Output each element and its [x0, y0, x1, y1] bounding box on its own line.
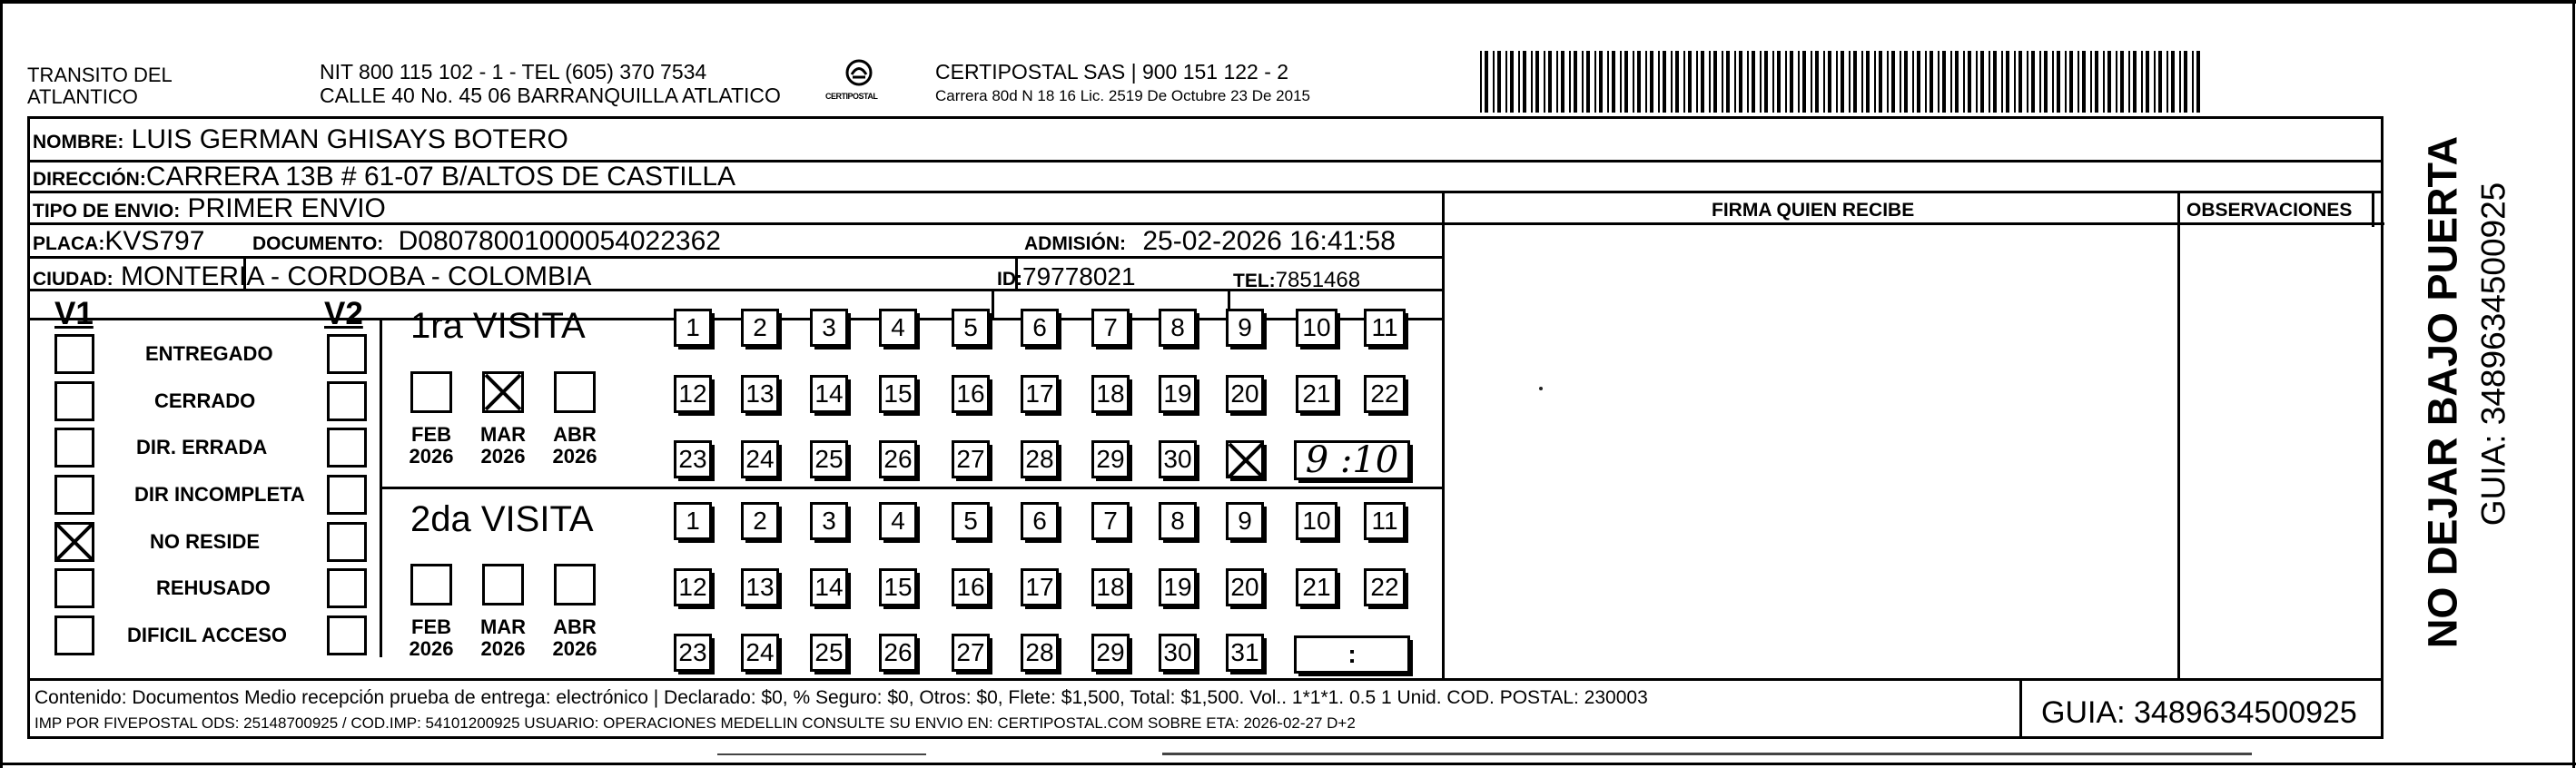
barcode-bar — [1772, 51, 1774, 113]
firma-header: FIRMA QUIEN RECIBE — [1712, 200, 1915, 221]
tipo-envio-value: PRIMER ENVIO — [187, 193, 386, 223]
visit1-month-name: ABR — [553, 423, 597, 446]
barcode-bar — [1747, 51, 1749, 113]
no-dejar-bajo-puerta: NO DEJAR BAJO PUERTA — [2419, 135, 2466, 649]
visit2-day-box[interactable]: 20 — [1226, 568, 1264, 606]
visit2-day-box[interactable]: 4 — [879, 502, 917, 540]
status-label: ENTREGADO — [145, 342, 273, 365]
courier-company: CERTIPOSTAL SAS | 900 151 122 - 2 — [935, 60, 1289, 84]
barcode-bar — [1505, 51, 1507, 113]
barcode-bar — [1485, 51, 1488, 113]
barcode-bar — [2179, 51, 2181, 113]
visit2-month-checkbox[interactable] — [410, 564, 452, 606]
barcode-bar — [1828, 51, 1831, 113]
v2-checkbox[interactable] — [327, 475, 367, 515]
barcode-bar — [1879, 51, 1882, 113]
barcode-bar — [1849, 51, 1851, 113]
visit1-day-box[interactable]: 4 — [879, 309, 917, 347]
visit1-day-box[interactable]: 17 — [1021, 375, 1059, 413]
barcode-bar — [2052, 51, 2054, 113]
barcode-bar — [2027, 51, 2028, 113]
visit1-day-box[interactable]: 16 — [952, 375, 990, 413]
visit1-day-box[interactable]: 13 — [741, 375, 779, 413]
v2-checkbox[interactable] — [327, 615, 367, 655]
bottom-dash-right — [1162, 753, 2252, 755]
barcode-bar — [1989, 51, 1990, 113]
status-label: NO RESIDE — [150, 530, 261, 553]
visit2-day-box[interactable]: 9 — [1226, 502, 1264, 540]
visit1-day-box[interactable]: 3 — [810, 309, 848, 347]
sender-name-line2: ATLANTICO — [27, 85, 138, 108]
visit2-day-box[interactable]: 18 — [1091, 568, 1130, 606]
barcode-bar — [1811, 51, 1812, 113]
v2-checkbox[interactable] — [327, 381, 367, 421]
visit2-day-box[interactable]: 15 — [879, 568, 917, 606]
nombre-value: LUIS GERMAN GHISAYS BOTERO — [131, 124, 568, 154]
barcode-bar — [1574, 51, 1577, 113]
barcode-bar — [2166, 51, 2168, 113]
placa-label: PLACA: — [33, 233, 105, 254]
visit1-month-name: FEB — [411, 423, 451, 446]
documento-row — [252, 228, 721, 255]
barcode-bar — [1709, 51, 1711, 113]
sender-name-line1: TRANSITO DEL — [27, 64, 173, 86]
barcode-bar — [1930, 51, 1933, 113]
barcode-bar — [2065, 51, 2067, 113]
barcode-bar — [1658, 51, 1660, 113]
visit1-month-label — [471, 424, 535, 468]
id-label: ID: — [997, 269, 1022, 290]
visit1-day-box[interactable]: 8 — [1159, 309, 1197, 347]
v2-checkbox[interactable] — [327, 522, 367, 562]
barcode-bar — [1645, 51, 1647, 113]
barcode-bar — [2069, 51, 2073, 113]
barcode-bar — [1633, 51, 1634, 113]
barcode-bar — [1637, 51, 1641, 113]
visit2-day-box[interactable]: 10 — [1296, 502, 1337, 540]
barcode-bar — [1942, 51, 1946, 113]
visit2-month-label — [400, 616, 463, 660]
visit2-day-box[interactable]: 19 — [1159, 568, 1197, 606]
v2-checkbox[interactable] — [327, 334, 367, 374]
barcode-bar — [1993, 51, 1997, 113]
certipostal-logo-text: CERTIPOSTAL — [825, 92, 878, 101]
nombre-label: NOMBRE: — [33, 132, 124, 153]
barcode-bar — [1531, 51, 1533, 113]
barcode-bar — [2031, 51, 2035, 113]
visit1-month-checkbox[interactable] — [554, 371, 596, 413]
barcode-bar — [1726, 51, 1730, 113]
visit2-month-checkbox[interactable] — [482, 564, 524, 606]
status-label: DIR. ERRADA — [136, 436, 268, 458]
visit1-day-box[interactable]: 20 — [1226, 375, 1264, 413]
visit2-day-box[interactable]: 5 — [952, 502, 990, 540]
id-value: 79778021 — [1022, 262, 1136, 290]
barcode-bar — [1798, 51, 1800, 113]
visit1-day-box[interactable]: 12 — [674, 375, 712, 413]
barcode-bar — [1535, 51, 1539, 113]
admision-value: 25-02-2026 16:41:58 — [1142, 226, 1396, 256]
tipo-envio-label: TIPO DE ENVIO: — [33, 201, 181, 222]
barcode-bar — [1701, 51, 1704, 113]
v2-checkbox[interactable] — [327, 568, 367, 608]
visit2-day-box[interactable]: 1 — [674, 502, 712, 540]
visit2-day-box[interactable]: 16 — [952, 568, 990, 606]
barcode-bar — [1663, 51, 1666, 113]
barcode-bar — [2001, 51, 2003, 113]
barcode-bar — [2107, 51, 2111, 113]
barcode — [1480, 51, 2206, 113]
barcode-bar — [1976, 51, 1978, 113]
barcode-bar — [1544, 51, 1545, 113]
barcode-bar — [1620, 51, 1622, 113]
courier-license: Carrera 80d N 18 16 Lic. 2519 De Octubre 23 De 2015 — [935, 87, 1310, 104]
visit1-day-box[interactable]: 28 — [1021, 440, 1059, 478]
barcode-bar — [1713, 51, 1717, 113]
visit1-day-check-x-icon — [1228, 442, 1264, 478]
barcode-bar — [1861, 51, 1863, 113]
barcode-bar — [1586, 51, 1590, 113]
sender-address: CALLE 40 No. 45 06 BARRANQUILLA ATLATICO — [320, 84, 781, 107]
barcode-bar — [2196, 51, 2200, 113]
barcode-bar — [2184, 51, 2187, 113]
visit1-day-box[interactable]: 26 — [879, 440, 917, 478]
barcode-bar — [2128, 51, 2130, 113]
visit1-month-name: MAR — [479, 423, 527, 446]
visit1-month-check-x-icon — [484, 373, 522, 411]
barcode-bar — [2095, 51, 2098, 113]
barcode-bar — [1594, 51, 1596, 113]
barcode-bar — [1900, 51, 1901, 113]
status-label: CERRADO — [154, 389, 256, 412]
barcode-bar — [1480, 51, 1482, 113]
visit2-month-name: FEB — [411, 615, 451, 638]
barcode-bar — [1912, 51, 1914, 113]
barcode-bar — [1802, 51, 1806, 113]
barcode-bar — [1841, 51, 1844, 113]
visit1-day-box[interactable]: 23 — [674, 440, 712, 478]
barcode-bar — [1874, 51, 1876, 113]
barcode-bar — [1607, 51, 1609, 113]
visit2-day-box[interactable]: 29 — [1091, 634, 1130, 672]
barcode-bar — [1891, 51, 1895, 113]
barcode-bar — [1963, 51, 1965, 113]
visit1-day-box[interactable]: 5 — [952, 309, 990, 347]
barcode-bar — [1823, 51, 1825, 113]
visit2-day-box[interactable]: 13 — [741, 568, 779, 606]
visit2-day-box[interactable]: 3 — [810, 502, 848, 540]
id-row — [997, 263, 1136, 290]
barcode-bar — [1561, 51, 1564, 113]
visit2-month-year: 2026 — [552, 637, 597, 661]
visit2-day-box[interactable]: 6 — [1021, 502, 1059, 540]
barcode-bar — [2116, 51, 2117, 113]
barcode-bar — [1917, 51, 1920, 113]
visit1-month-year: 2026 — [480, 445, 526, 468]
visit2-day-box[interactable]: 28 — [1021, 634, 1059, 672]
status-label: DIFICIL ACCESO — [127, 624, 288, 646]
visit2-day-box[interactable]: 23 — [674, 634, 712, 672]
barcode-bar — [2120, 51, 2124, 113]
barcode-bar — [2192, 51, 2194, 113]
visit1-day-box[interactable]: 22 — [1364, 375, 1406, 413]
barcode-bar — [1518, 51, 1520, 113]
v1-check-x-icon — [54, 522, 94, 562]
v1-checkbox[interactable] — [54, 334, 94, 374]
visit2-day-box[interactable]: 26 — [879, 634, 917, 672]
visit1-title: 1ra VISITA — [410, 306, 586, 346]
barcode-bar — [1790, 51, 1793, 113]
visit2-day-box[interactable]: 2 — [741, 502, 779, 540]
barcode-bar — [1548, 51, 1552, 113]
barcode-bar — [1688, 51, 1692, 113]
tipo-envio-row — [33, 195, 386, 222]
placa-row — [33, 228, 204, 255]
barcode-bar — [1739, 51, 1742, 113]
observaciones-header: OBSERVACIONES — [2186, 200, 2353, 221]
visit2-day-box[interactable]: 27 — [952, 634, 990, 672]
barcode-bar — [2103, 51, 2105, 113]
v1-checkbox[interactable] — [54, 381, 94, 421]
pen-dot — [1539, 387, 1543, 390]
v2-label: V2 — [324, 296, 363, 331]
barcode-bar — [1497, 51, 1501, 113]
visit1-day-box[interactable]: 15 — [879, 375, 917, 413]
visit2-day-box[interactable]: 7 — [1091, 502, 1130, 540]
barcode-bar — [1980, 51, 1984, 113]
barcode-bar — [1815, 51, 1819, 113]
barcode-bar — [1887, 51, 1889, 113]
barcode-bar — [1752, 51, 1755, 113]
barcode-bar — [1836, 51, 1838, 113]
barcode-bar — [2057, 51, 2060, 113]
barcode-bar — [1556, 51, 1558, 113]
visit1-day-box[interactable]: 24 — [741, 440, 779, 478]
visit2-month-label — [471, 616, 535, 660]
v1-checkbox[interactable] — [54, 475, 94, 515]
footer-contenido: Contenido: Documentos Medio recepción prueba de entrega: electrónico | Declarado: $0, % Seguro: $0, Otros: $0, Flete: $1,500, Total: $1,500. Vol.. 1*1*1. 0.5 1 Unid. COD. POSTAL: 230003 — [35, 687, 1648, 708]
direccion-value: CARRERA 13B # 61-07 B/ALTOS DE CASTILLA — [145, 162, 736, 192]
visit2-day-box[interactable]: 31 — [1226, 634, 1264, 672]
nombre-row — [33, 126, 568, 153]
visit1-day-box[interactable]: 1 — [674, 309, 712, 347]
documento-label: DOCUMENTO: — [252, 233, 384, 254]
direccion-label: DIRECCIÓN: — [33, 169, 146, 190]
barcode-bar — [1764, 51, 1768, 113]
barcode-bar — [1734, 51, 1736, 113]
direccion-row — [33, 163, 735, 191]
barcode-bar — [1683, 51, 1685, 113]
visit1-day-box[interactable]: 14 — [810, 375, 848, 413]
barcode-bar — [2018, 51, 2022, 113]
tel-value: 7851468 — [1275, 268, 1361, 292]
barcode-bar — [1938, 51, 1939, 113]
visit2-time-box[interactable]: : — [1294, 635, 1410, 674]
barcode-bar — [1955, 51, 1959, 113]
admision-label: ADMISIÓN: — [1024, 233, 1126, 254]
barcode-bar — [1569, 51, 1571, 113]
v1-checkbox[interactable] — [54, 568, 94, 608]
v2-checkbox[interactable] — [327, 428, 367, 468]
visit1-day-box[interactable]: 29 — [1091, 440, 1130, 478]
visit1-month-label — [543, 424, 607, 468]
footer-imp: IMP POR FIVEPOSTAL ODS: 25148700925 / COD.IMP: 54101200925 USUARIO: OPERACIONES MEDELLIN CONSULTE SU ENVIO EN: CERTIPOSTAL.COM SOBRE ETA: 2026-02-27 D+2 — [35, 714, 1356, 732]
barcode-bar — [1866, 51, 1870, 113]
visit2-day-box[interactable]: 24 — [741, 634, 779, 672]
visit1-day-box[interactable]: 11 — [1364, 309, 1406, 347]
ciudad-label: CIUDAD: — [33, 269, 114, 290]
visit1-day-box[interactable]: 10 — [1296, 309, 1337, 347]
visit2-day-box[interactable]: 8 — [1159, 502, 1197, 540]
visit1-day-box[interactable]: 19 — [1159, 375, 1197, 413]
documento-value: D08078001000054022362 — [398, 226, 721, 256]
visit2-day-box[interactable]: 25 — [810, 634, 848, 672]
visit1-month-checkbox[interactable] — [410, 371, 452, 413]
barcode-bar — [1582, 51, 1584, 113]
v1-checkbox[interactable] — [54, 615, 94, 655]
visit1-day-box[interactable]: 7 — [1091, 309, 1130, 347]
status-label: DIR INCOMPLETA — [134, 483, 305, 506]
visit2-day-box[interactable]: 14 — [810, 568, 848, 606]
barcode-bar — [1760, 51, 1762, 113]
visit2-month-name: ABR — [553, 615, 597, 638]
visit2-month-label — [543, 616, 607, 660]
barcode-bar — [2039, 51, 2041, 113]
barcode-bar — [2078, 51, 2079, 113]
barcode-bar — [2171, 51, 2175, 113]
barcode-bar — [2014, 51, 2016, 113]
barcode-bar — [1675, 51, 1679, 113]
barcode-bar — [1904, 51, 1908, 113]
certipostal-logo — [822, 58, 896, 105]
barcode-bar — [1696, 51, 1698, 113]
visit1-day-box[interactable]: 21 — [1296, 375, 1337, 413]
barcode-bar — [1493, 51, 1495, 113]
visit1-day-box[interactable]: 27 — [952, 440, 990, 478]
visit1-day-box[interactable]: 9 — [1226, 309, 1264, 347]
ciudad-value: MONTERIA - CORDOBA - COLOMBIA — [121, 261, 592, 291]
barcode-bar — [1523, 51, 1526, 113]
barcode-bar — [2044, 51, 2048, 113]
barcode-bar — [1671, 51, 1673, 113]
barcode-bar — [1785, 51, 1787, 113]
barcode-bar — [2133, 51, 2137, 113]
visit1-day-box[interactable]: 18 — [1091, 375, 1130, 413]
barcode-bar — [2154, 51, 2156, 113]
bottom-dash-left — [717, 753, 926, 755]
placa-value: KVS797 — [104, 226, 205, 256]
barcode-bar — [2090, 51, 2092, 113]
visit2-day-box[interactable]: 30 — [1159, 634, 1197, 672]
visit1-month-label — [400, 424, 463, 468]
barcode-bar — [1612, 51, 1615, 113]
visit2-month-year: 2026 — [480, 637, 526, 661]
ciudad-row — [33, 263, 591, 290]
barcode-bar — [2158, 51, 2162, 113]
visit2-day-box[interactable]: 17 — [1021, 568, 1059, 606]
barcode-bar — [1777, 51, 1781, 113]
barcode-bar — [1650, 51, 1653, 113]
visit2-day-box[interactable]: 22 — [1364, 568, 1406, 606]
barcode-bar — [2082, 51, 2086, 113]
status-label: REHUSADO — [156, 576, 271, 599]
sender-nit-tel: NIT 800 115 102 - 1 - TEL (605) 370 7534 — [320, 60, 707, 84]
barcode-bar — [2146, 51, 2149, 113]
visit1-month-year: 2026 — [409, 445, 454, 468]
tel-row — [1233, 265, 1360, 292]
v1-checkbox[interactable] — [54, 428, 94, 468]
barcode-bar — [1624, 51, 1628, 113]
visit1-day-box[interactable]: 6 — [1021, 309, 1059, 347]
visit1-day-box[interactable]: 2 — [741, 309, 779, 347]
side-guia: GUIA: 3489634500925 — [2474, 182, 2512, 527]
visit2-title: 2da VISITA — [410, 499, 594, 539]
visit1-time-box[interactable]: 9 :10 — [1294, 440, 1410, 480]
barcode-bar — [1510, 51, 1514, 113]
barcode-bar — [2141, 51, 2143, 113]
admision-row — [1024, 228, 1396, 255]
visit1-day-box[interactable]: 25 — [810, 440, 848, 478]
barcode-bar — [1853, 51, 1857, 113]
visit1-day-box[interactable]: 30 — [1159, 440, 1197, 478]
barcode-bar — [1925, 51, 1927, 113]
visit2-day-box[interactable]: 12 — [674, 568, 712, 606]
tel-label: TEL: — [1233, 271, 1276, 291]
barcode-bar — [1950, 51, 1952, 113]
visit1-month-year: 2026 — [552, 445, 597, 468]
barcode-bar — [1722, 51, 1723, 113]
visit2-day-box[interactable]: 11 — [1364, 502, 1406, 540]
visit2-month-name: MAR — [479, 615, 527, 638]
footer-guia: GUIA: 3489634500925 — [2041, 695, 2357, 730]
barcode-bar — [1599, 51, 1603, 113]
visit2-month-year: 2026 — [409, 637, 454, 661]
visit2-day-box[interactable]: 21 — [1296, 568, 1337, 606]
visit2-month-checkbox[interactable] — [554, 564, 596, 606]
v1-label: V1 — [54, 296, 94, 331]
barcode-bar — [2006, 51, 2009, 113]
barcode-bar — [1968, 51, 1971, 113]
